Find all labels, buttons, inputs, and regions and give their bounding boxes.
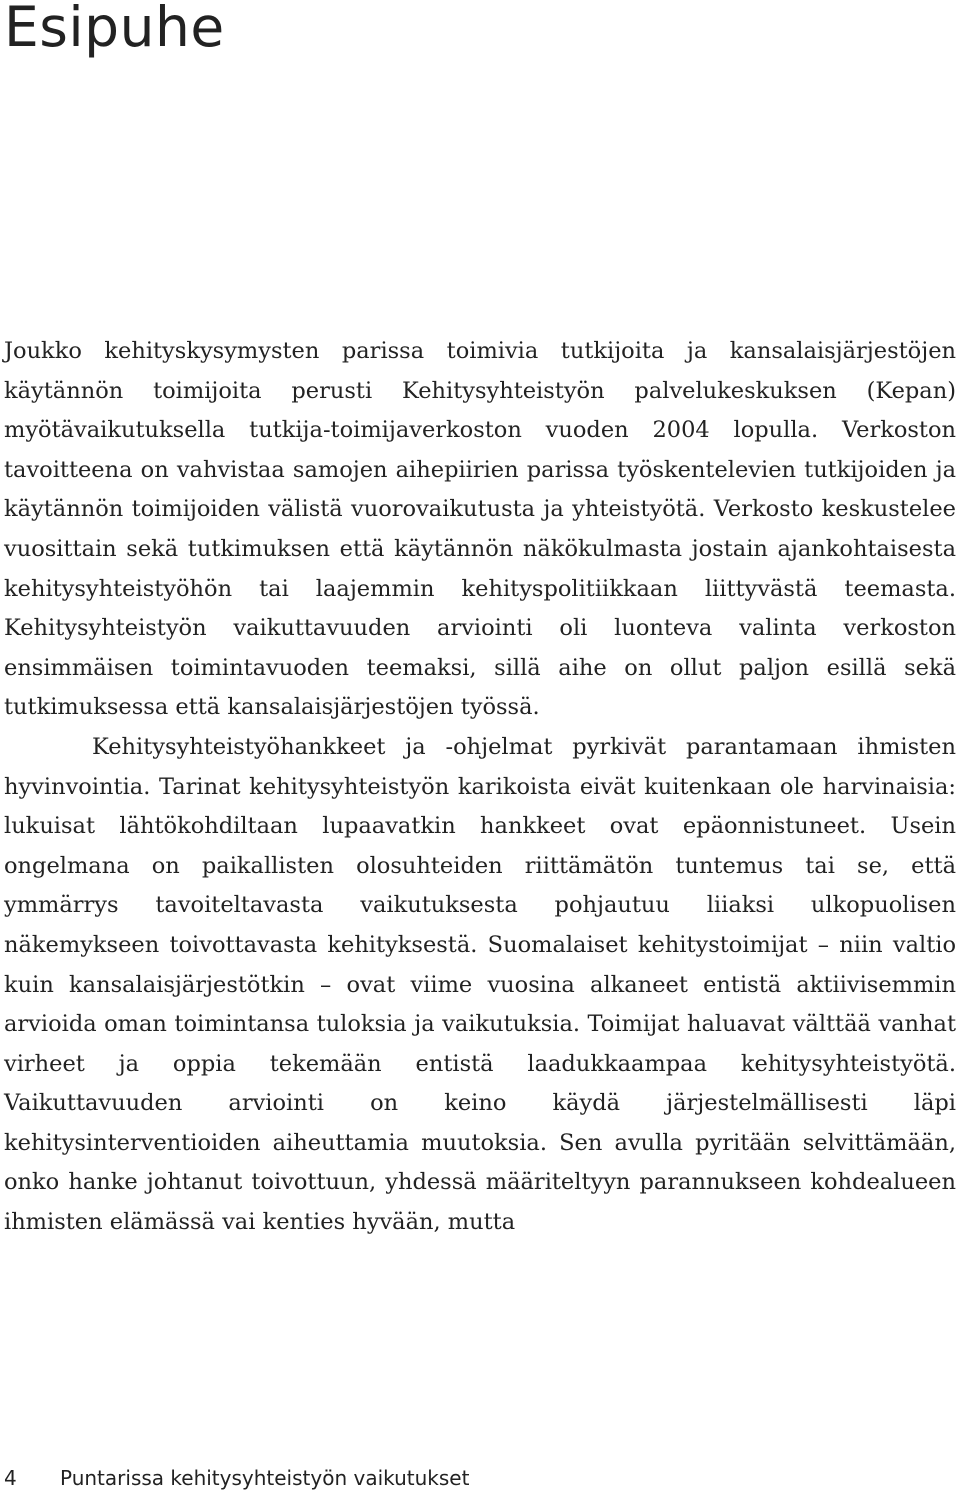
page-footer xyxy=(4,1466,469,1490)
page-title: Esipuhe xyxy=(4,0,225,59)
publication-title: Puntarissa kehitysyhteistyön vaikutukset xyxy=(60,1466,470,1490)
body-text xyxy=(4,332,956,1243)
page-number: 4 xyxy=(4,1466,17,1490)
paragraph-1: Joukko kehityskysymysten parissa toimivia tutkijoita ja kansalaisjärjestöjen käytännön toimijoita perusti Kehitysyhteistyön palvelukeskuksen (Kepan) myötävaikutuksella tutkija-toimijaverkoston vuoden 2004 lopulla. Verkoston tavoitteena on vahvistaa samojen aihepiirien parissa työskentelevien tutkijoiden ja käytännön toimijoiden välistä vuorovaikutusta ja yhteistyötä. Verkosto keskustelee vuosittain sekä tutkimuksen että käytännön näkökulmasta jostain ajankohtaisesta kehitysyhteistyöhön tai laajemmin kehityspolitiikkaan liittyvästä teemasta. Kehitysyhteistyön vaikuttavuuden arviointi oli luonteva valinta verkoston ensimmäisen toimintavuoden teemaksi, sillä aihe on ollut paljon esillä sekä tutkimuksessa että kansalaisjärjestöjen työssä. xyxy=(4,338,956,721)
paragraph-2: Kehitysyhteistyöhankkeet ja -ohjelmat pyrkivät parantamaan ihmisten hyvinvointia. Tarinat kehitysyhteistyön karikoista eivät kuitenkaan ole harvinaisia: lukuisat lähtökohdiltaan lupaavatkin hankkeet ovat epäonnistuneet. Usein ongelmana on paikallisten olosuhteiden riittämätön tuntemus tai se, että ymmärrys tavoiteltavasta vaikutuksesta pohjautuu liiaksi ulkopuolisen näkemykseen toivottavasta kehityksestä. Suomalaiset kehitystoimijat – niin valtio kuin kansalaisjärjestötkin – ovat viime vuosina alkaneet entistä aktiivisemmin arvioida oman toimintansa tuloksia ja vaikutuksia. Toimijat haluavat välttää vanhat virheet ja oppia tekemään entistä laadukkaampaa kehitysyhteistyötä. Vaikuttavuuden arviointi on keino käydä järjestelmällisesti läpi kehitysinterventioiden aiheuttamia muutoksia. Sen avulla pyritään selvittämään, onko hanke johtanut toivottuun, yhdessä määriteltyyn parannukseen kohdealueen ihmisten elämässä vai kenties hyvään, mutta xyxy=(4,733,956,1236)
